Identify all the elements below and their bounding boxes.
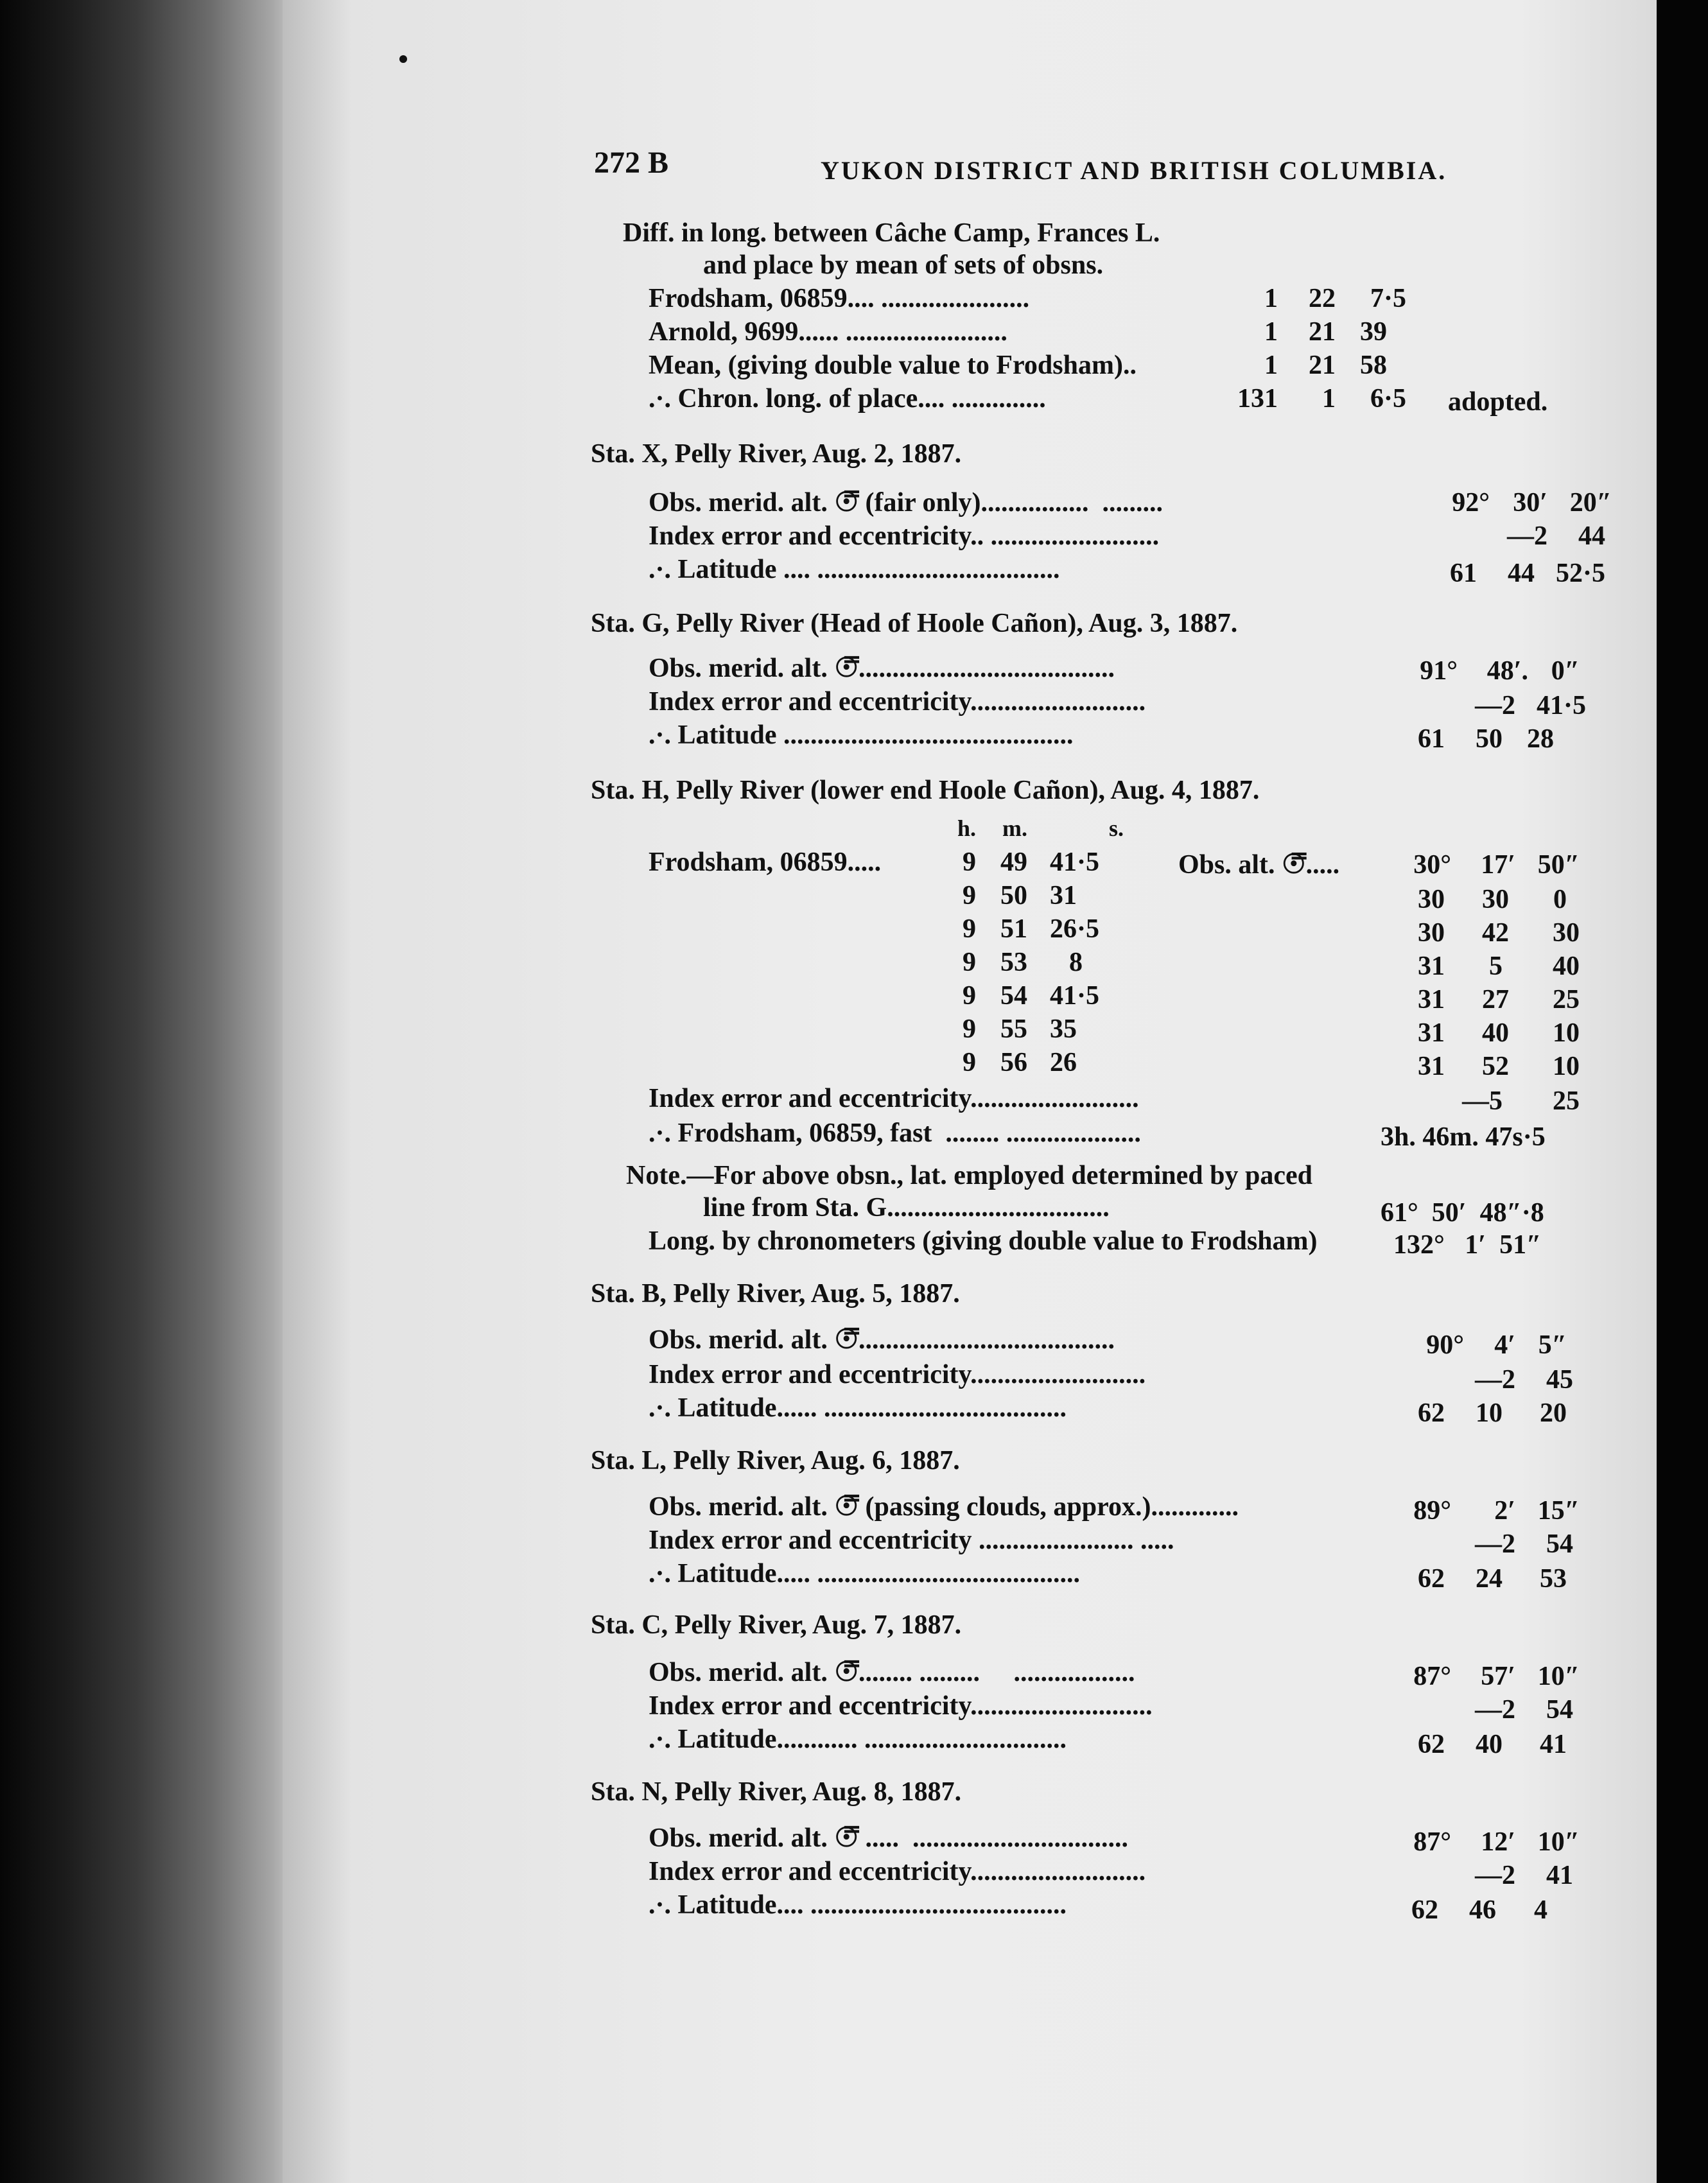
sta-g-min: —2 (1475, 691, 1515, 720)
sta-b-title: Sta. B, Pelly River, Aug. 5, 1887. (591, 1279, 960, 1309)
sta-h-index-sec: 25 (1553, 1086, 1580, 1116)
sta-h-alt-s: 0 (1553, 885, 1567, 914)
sta-h-m: 55 (1000, 1014, 1027, 1044)
diff-row-label: Frodsham, 06859.... ...................... (649, 284, 1030, 313)
sta-h-alt-m: 5 (1489, 952, 1503, 981)
diff-row-h: 131 (1237, 384, 1278, 413)
sta-c-sec: 41 (1540, 1730, 1567, 1759)
sta-c-deg: 87° (1413, 1662, 1451, 1691)
sta-l-label: Index error and eccentricity ....................... ..... (649, 1526, 1174, 1555)
sta-b-deg: 62 (1418, 1398, 1445, 1428)
sta-h-col-h: h. (957, 815, 976, 841)
sta-x-sec: 20″ (1569, 488, 1612, 517)
diff-row-h: 1 (1264, 317, 1278, 347)
sta-h-alt-s: 25 (1553, 985, 1580, 1014)
page-number: 272 B (594, 146, 669, 180)
sta-c-sec: 54 (1546, 1695, 1573, 1725)
sta-b-label: .·. Latitude...... .................................... (649, 1393, 1067, 1423)
diff-long-title-2: and place by mean of sets of obsns. (703, 250, 1104, 280)
diff-row-s: 39 (1360, 317, 1387, 347)
sta-x-sec: 52·5 (1555, 559, 1605, 588)
sta-h-alt-s: 10 (1553, 1018, 1580, 1048)
sta-n-label: Index error and eccentricity.......................... (649, 1857, 1146, 1886)
sta-x-deg: 61 (1450, 559, 1477, 588)
sta-h-index-label: Index error and eccentricity......................... (649, 1084, 1139, 1113)
sta-x-min: 30′ (1513, 488, 1547, 517)
diff-row-s: 6·5 (1370, 384, 1406, 413)
sta-l-min: 24 (1476, 1564, 1503, 1594)
sta-h-s: 26 (1050, 1048, 1077, 1077)
sta-h-m: 53 (1000, 948, 1027, 977)
sta-x-min: 44 (1508, 559, 1535, 588)
sta-h-alt-m: 42 (1482, 918, 1509, 948)
sta-h-alt-m: 52 (1482, 1052, 1509, 1081)
sta-h-alt-m: 17′ (1481, 850, 1515, 880)
sta-h-note-2: line from Sta. G................................. (703, 1193, 1110, 1222)
sta-h-m: 51 (1000, 914, 1027, 944)
sta-x-min: —2 (1507, 521, 1547, 551)
sta-h-alt-s: 30 (1553, 918, 1580, 948)
sta-h-m: 56 (1000, 1048, 1027, 1077)
sta-c-min: —2 (1475, 1695, 1515, 1725)
diff-row-label: .·. Chron. long. of place.... .............. (649, 384, 1046, 413)
diff-long-title-1: Diff. in long. between Câche Camp, Frances L. (623, 218, 1160, 248)
sta-h-h: 9 (963, 914, 976, 944)
sta-h-m: 49 (1000, 848, 1027, 877)
sta-g-label: .·. Latitude ........................................... (649, 720, 1074, 750)
sta-c-min: 40 (1476, 1730, 1503, 1759)
sta-h-col-s: s. (1108, 815, 1124, 841)
sta-b-label: Obs. merid. alt. ☉̿...................................... (649, 1325, 1115, 1355)
sta-l-deg: 62 (1418, 1564, 1445, 1594)
sta-b-label: Index error and eccentricity.......................... (649, 1360, 1146, 1389)
book-binding-edge (0, 0, 302, 2183)
running-title: YUKON DISTRICT AND BRITISH COLUMBIA. (821, 156, 1447, 185)
sta-h-alt-s: 40 (1553, 952, 1580, 981)
sta-h-first-label: Frodsham, 06859..... (649, 848, 882, 877)
sta-g-min: 50 (1476, 724, 1503, 754)
sta-h-note-value: 61° 50′ 48″·8 (1381, 1198, 1544, 1228)
sta-h-alt-m: 30 (1482, 885, 1509, 914)
sta-h-alt-d: 30 (1418, 918, 1445, 948)
sta-h-alt-m: 27 (1482, 985, 1509, 1014)
sta-h-s: 35 (1050, 1014, 1077, 1044)
sta-b-min: 4′ (1494, 1330, 1515, 1360)
sta-h-long-value: 132° 1′ 51″ (1393, 1230, 1542, 1260)
sta-h-col-m: m. (1002, 815, 1027, 841)
sta-h-h: 9 (963, 1014, 976, 1044)
sta-h-alt-m: 40 (1482, 1018, 1509, 1048)
sta-n-min: 12′ (1481, 1827, 1515, 1857)
sta-g-sec: 28 (1527, 724, 1554, 754)
sta-x-title: Sta. X, Pelly River, Aug. 2, 1887. (591, 439, 962, 469)
sta-b-sec: 45 (1546, 1365, 1573, 1395)
sta-g-min: 48′. (1486, 656, 1528, 686)
sta-b-min: —2 (1475, 1365, 1515, 1395)
sta-n-label: .·. Latitude.... ...................................... (649, 1890, 1067, 1920)
sta-x-deg: 92° (1452, 488, 1490, 517)
sta-h-m: 54 (1000, 981, 1027, 1011)
sta-b-deg: 90° (1426, 1330, 1464, 1360)
sta-b-sec: 5″ (1538, 1330, 1567, 1360)
sta-g-title: Sta. G, Pelly River (Head of Hoole Cañon), Aug. 3, 1887. (591, 609, 1238, 638)
sta-l-sec: 54 (1546, 1529, 1573, 1559)
sta-h-alt-d: 30 (1418, 885, 1445, 914)
sta-h-alt-d: 30° (1413, 850, 1451, 880)
sta-l-title: Sta. L, Pelly River, Aug. 6, 1887. (591, 1446, 960, 1475)
sta-h-alt-d: 31 (1418, 952, 1445, 981)
sta-n-title: Sta. N, Pelly River, Aug. 8, 1887. (591, 1777, 962, 1807)
diff-row-s: 58 (1360, 351, 1387, 380)
sta-h-obs-label: Obs. alt. ☉̿..... (1178, 850, 1340, 880)
sta-h-s: 26·5 (1050, 914, 1100, 944)
sta-h-note-1: Note.—For above obsn., lat. employed determined by paced (626, 1161, 1313, 1190)
sta-h-m: 50 (1000, 881, 1027, 910)
diff-row-m: 22 (1309, 284, 1336, 313)
sta-c-label: Obs. merid. alt. ☉̿........ ......... .................. (649, 1658, 1135, 1687)
sta-g-sec: 0″ (1551, 656, 1580, 686)
sta-c-label: .·. Latitude............ .............................. (649, 1725, 1067, 1754)
sta-h-h: 9 (963, 881, 976, 910)
sta-h-alt-d: 31 (1418, 1018, 1445, 1048)
sta-h-alt-s: 10 (1553, 1052, 1580, 1081)
sta-h-h: 9 (963, 948, 976, 977)
sta-n-label: Obs. merid. alt. ☉̿ ..... ................................ (649, 1823, 1128, 1853)
sta-g-label: Index error and eccentricity.......................... (649, 687, 1146, 717)
scan-right-border (1657, 0, 1708, 2183)
sta-x-label: Index error and eccentricity.. ......................... (649, 521, 1160, 551)
sta-l-sec: 15″ (1537, 1496, 1580, 1526)
sta-n-min: 46 (1469, 1895, 1496, 1925)
sta-c-label: Index error and eccentricity........................... (649, 1691, 1153, 1721)
sta-h-h: 9 (963, 1048, 976, 1077)
sta-l-min: —2 (1475, 1529, 1515, 1559)
sta-h-s: 41·5 (1050, 981, 1100, 1011)
sta-h-alt-s: 50″ (1537, 850, 1580, 880)
diff-row-h: 1 (1264, 284, 1278, 313)
sta-c-sec: 10″ (1537, 1662, 1580, 1691)
sta-n-deg: 62 (1411, 1895, 1438, 1925)
sta-l-label: .·. Latitude..... ....................................... (649, 1559, 1081, 1588)
sta-h-alt-d: 31 (1418, 985, 1445, 1014)
sta-h-index-min: —5 (1462, 1086, 1503, 1116)
sta-c-title: Sta. C, Pelly River, Aug. 7, 1887. (591, 1610, 962, 1640)
sta-c-min: 57′ (1481, 1662, 1515, 1691)
sta-h-s: 8 (1069, 948, 1083, 977)
sta-b-min: 10 (1476, 1398, 1503, 1428)
sta-n-min: —2 (1475, 1861, 1515, 1890)
sta-g-deg: 61 (1418, 724, 1445, 754)
sta-l-deg: 89° (1413, 1496, 1451, 1526)
sta-h-title: Sta. H, Pelly River (lower end Hoole Cañon), Aug. 4, 1887. (591, 776, 1260, 805)
sta-n-sec: 41 (1546, 1861, 1573, 1890)
sta-g-label: Obs. merid. alt. ☉̿...................................... (649, 654, 1115, 683)
sta-x-sec: 44 (1578, 521, 1605, 551)
sta-g-sec: 41·5 (1536, 691, 1586, 720)
sta-l-min: 2′ (1494, 1496, 1515, 1526)
diff-row-m: 21 (1309, 351, 1336, 380)
sta-h-fast-value: 3h. 46m. 47s·5 (1381, 1122, 1546, 1152)
sta-g-deg: 91° (1420, 656, 1458, 686)
sta-l-sec: 53 (1540, 1564, 1567, 1594)
sta-h-alt-d: 31 (1418, 1052, 1445, 1081)
diff-row-m: 1 (1322, 384, 1336, 413)
sta-h-long-label: Long. by chronometers (giving double value to Frodsham) (649, 1226, 1318, 1256)
sta-h-fast-label: .·. Frodsham, 06859, fast ........ .................... (649, 1118, 1141, 1148)
diff-row-h: 1 (1264, 351, 1278, 380)
sta-l-label: Obs. merid. alt. ☉̿ (passing clouds, approx.)............. (649, 1492, 1239, 1522)
sta-n-sec: 4 (1534, 1895, 1547, 1925)
sta-x-label: .·. Latitude .... .................................... (649, 555, 1060, 584)
diff-row-label: Mean, (giving double value to Frodsham).. (649, 351, 1137, 380)
diff-row-note: adopted. (1448, 387, 1548, 417)
sta-n-sec: 10″ (1537, 1827, 1580, 1857)
sta-h-s: 41·5 (1050, 848, 1100, 877)
sta-h-h: 9 (963, 981, 976, 1011)
sta-h-s: 31 (1050, 881, 1077, 910)
diff-row-s: 7·5 (1370, 284, 1406, 313)
diff-row-m: 21 (1309, 317, 1336, 347)
sta-n-deg: 87° (1413, 1827, 1451, 1857)
sta-b-sec: 20 (1540, 1398, 1567, 1428)
diff-row-label: Arnold, 9699...... ........................ (649, 317, 1007, 347)
sta-x-label: Obs. merid. alt. ☉̿ (fair only)................ ......... (649, 488, 1163, 517)
sta-h-h: 9 (963, 848, 976, 877)
sta-c-deg: 62 (1418, 1730, 1445, 1759)
ink-spot (399, 55, 407, 63)
